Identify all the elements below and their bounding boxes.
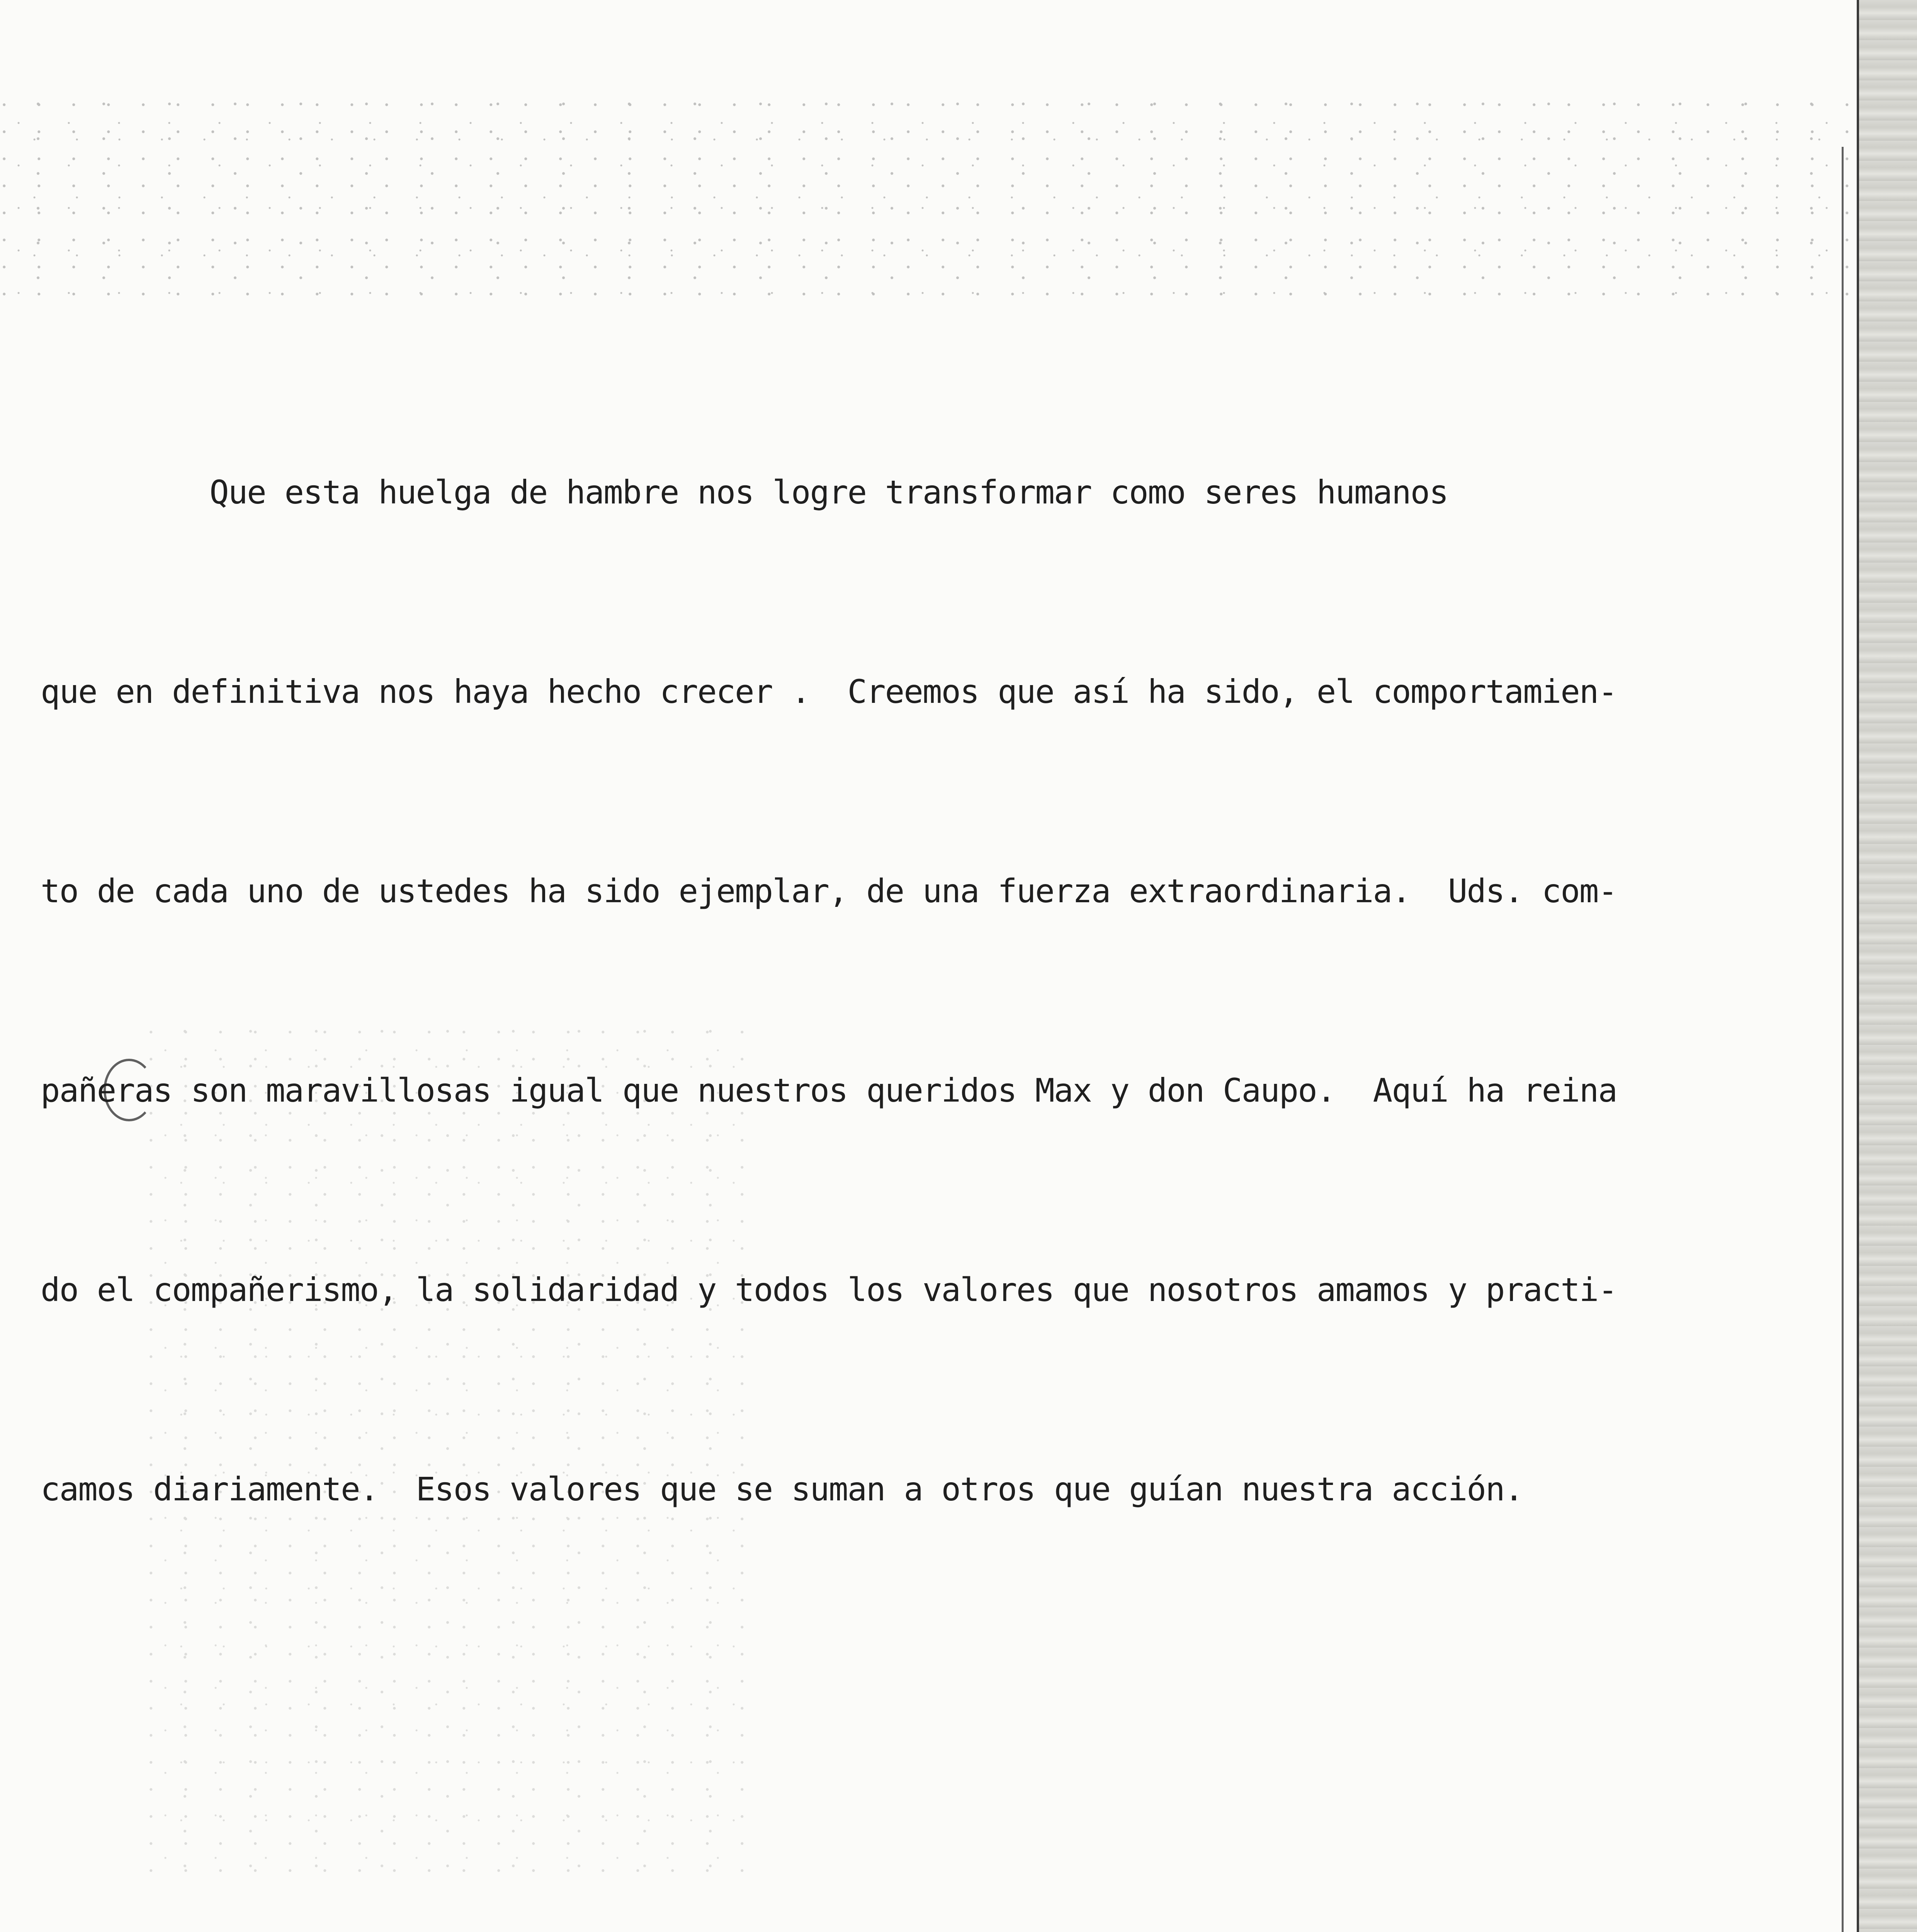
text-line: to de cada uno de ustedes ha sido ejemplar, de una fuerza extraordinaria. Uds. com- <box>41 872 1617 910</box>
text-line: camos diariamente. Esos valores que se suman a otros que guían nuestra acción. <box>41 1470 1523 1508</box>
text-line: pañeras son maravillosas igual que nuestros queridos Max y don Caupo. Aquí ha reina <box>41 1071 1617 1109</box>
binding-edge-strip <box>1857 0 1917 1932</box>
typed-text-body <box>41 260 1725 1932</box>
text-line: do el compañerismo, la solidaridad y todos los valores que nosotros amamos y practi- <box>41 1271 1617 1309</box>
text-line: Que esta huelga de hambre nos logre transformar como seres humanos <box>41 473 1448 511</box>
text-line: que en definitiva nos haya hecho crecer . Creemos que así ha sido, el comportamien- <box>41 673 1617 711</box>
paragraph-gap <box>41 1655 1725 1694</box>
page-edge-line <box>1842 147 1844 1932</box>
